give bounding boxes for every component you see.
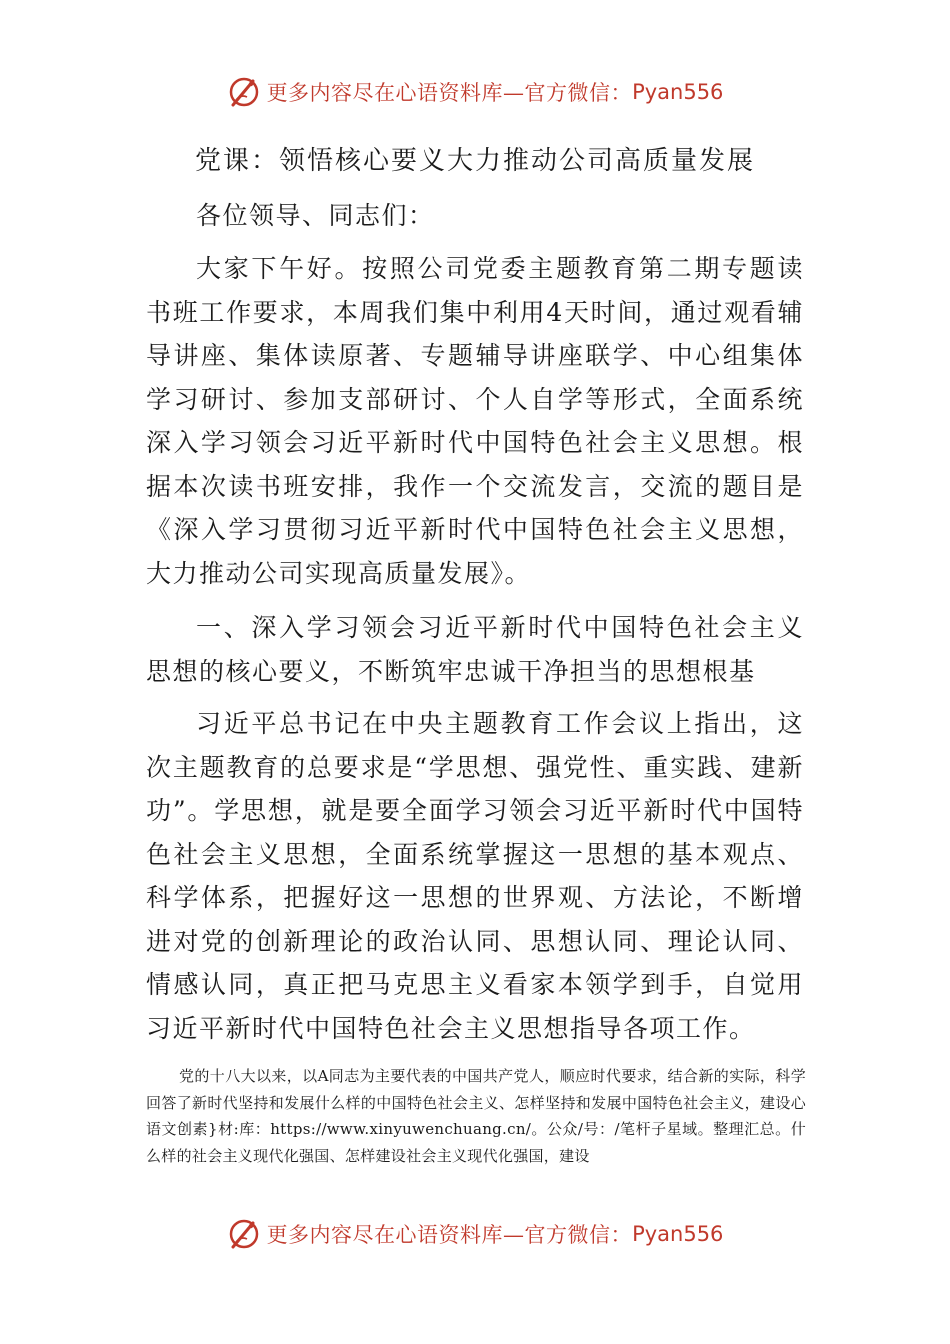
small-print-paragraph: 党的十八大以来，以A同志为主要代表的中国共产党人，顺应时代要求，结合新的实际，科学回答了新时代坚持和发展什么样的中国特色社会主义、怎样坚持和发展中国特色社会主义，建设心语文创素}材:库：https://www.xinyuwenchuang.cn/。公众/号：/笔杆子星域。整理汇总。什么样的社会主义现代化强国、怎样建设社会主义现代化强国，建设 bbox=[146, 1067, 806, 1165]
greeting: 各位领导、同志们： bbox=[196, 201, 435, 230]
banner-wechat-id: Pyan556 bbox=[632, 1222, 724, 1246]
paragraph-body: 习近平总书记在中央主题教育工作会议上指出，这次主题教育的总要求是“学思想、强党性、重实践、建新功”。学思想，就是要全面学习领会习近平新时代中国特色社会主义思想，全面系统掌握这一思想的基本观点、科学体系，把握好这一思想的世界观、方法论，不断增进对党的创新理论的政治认同、思想认同、理论认同、情感认同，真正把马克思主义看家本领学到手，自觉用习近平新时代中国特色社会主义思想指导各项工作。 bbox=[146, 709, 804, 1043]
banner-wechat-id: Pyan556 bbox=[632, 80, 724, 104]
document-title: 党课：领悟核心要义大力推动公司高质量发展 bbox=[194, 146, 755, 176]
banner-text: 更多内容尽在心语资料库—官方微信： bbox=[266, 81, 633, 105]
header-watermark-banner bbox=[0, 72, 950, 112]
pen-logo-icon bbox=[227, 75, 261, 109]
banner-text: 更多内容尽在心语资料库—官方微信： bbox=[266, 1223, 633, 1247]
section-heading-1: 一、深入学习领会习近平新时代中国特色社会主义思想的核心要义，不断筑牢忠诚干净担当的思想根基 bbox=[146, 613, 804, 686]
footer-watermark-banner bbox=[0, 1214, 950, 1254]
paragraph-intro: 大家下午好。按照公司党委主题教育第二期专题读书班工作要求，本周我们集中利用4天时间，通过观看辅导讲座、集体读原著、专题辅导讲座联学、中心组集体学习研讨、参加支部研讨、个人自学等形式，全面系统深入学习领会习近平新时代中国特色社会主义思想。根据本次读书班安排，我作一个交流发言，交流的题目是《深入学习贯彻习近平新时代中国特色社会主义思想，大力推动公司实现高质量发展》。 bbox=[146, 254, 804, 588]
pen-logo-icon bbox=[227, 1217, 261, 1251]
